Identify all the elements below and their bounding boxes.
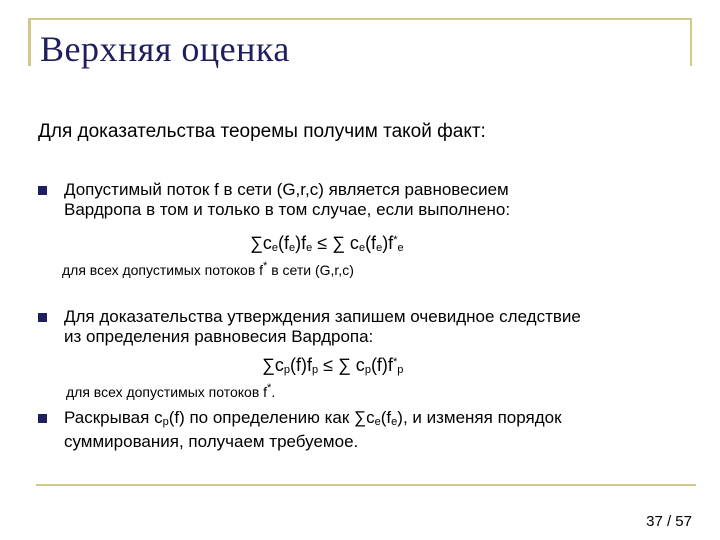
title-frame-left xyxy=(28,18,31,66)
item2-formula: ∑cp(f)fp ≤ ∑ cp(f)f*p xyxy=(262,355,404,376)
item1-line1: Допустимый поток f в сети (G,r,c) является равновесием xyxy=(64,180,509,199)
item2-line2: из определения равновесия Вардропа: xyxy=(64,327,374,346)
slide-title: Верхняя оценка xyxy=(40,29,290,69)
footer-divider xyxy=(36,484,696,486)
item3-text xyxy=(64,408,562,452)
item2-note: для всех допустимых потоков f*. xyxy=(66,382,276,400)
title-frame-top xyxy=(28,18,692,20)
item3-line2: суммирования, получаем требуемое. xyxy=(64,432,359,451)
item2-text xyxy=(64,307,581,347)
title-frame-right xyxy=(690,18,692,66)
bullet-icon xyxy=(38,186,47,195)
bullet-icon xyxy=(38,414,47,423)
item2-line1: Для доказательства утверждения запишем очевидное следствие xyxy=(64,307,581,326)
page-number: 37 / 57 xyxy=(646,513,692,530)
item1-text xyxy=(64,180,510,220)
item3-line1: Раскрывая cp(f) по определению как ∑ce(fe), и изменяя порядок xyxy=(64,408,562,428)
item1-note: для всех допустимых потоков f* в сети (G,r,c) xyxy=(62,260,354,278)
intro-text: Для доказательства теоремы получим такой факт: xyxy=(38,121,486,142)
item1-line2: Вардропа в том и только в том случае, если выполнено: xyxy=(64,200,511,219)
item1-formula: ∑ce(fe)fe ≤ ∑ ce(fe)f*e xyxy=(250,233,404,254)
bullet-icon xyxy=(38,313,47,322)
